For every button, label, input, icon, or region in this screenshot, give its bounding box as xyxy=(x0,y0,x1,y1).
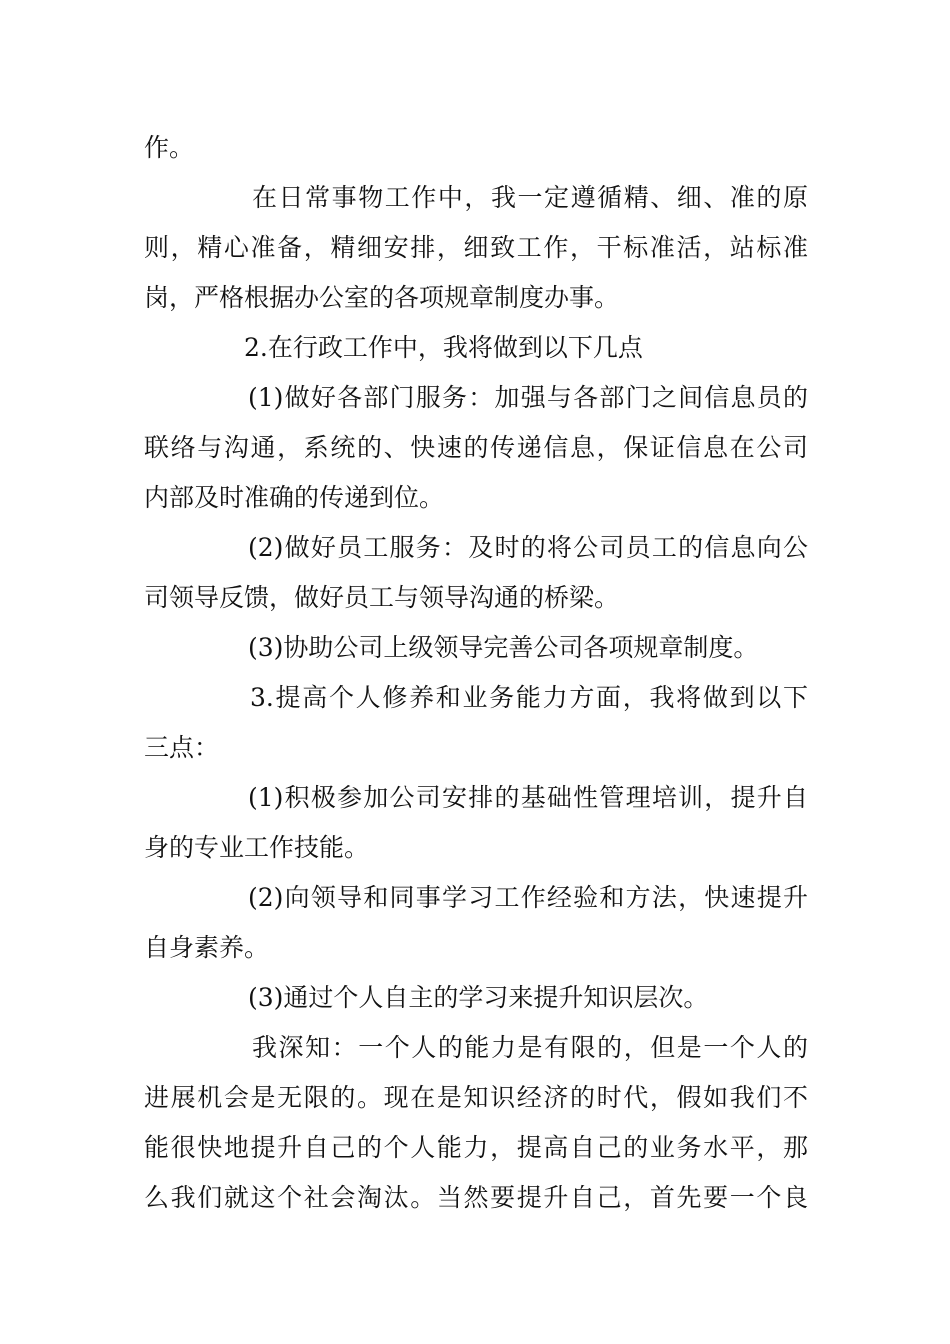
text-line: 作。 xyxy=(144,133,195,162)
text-line: (3)通过个人自主的学习来提升知识层次。 xyxy=(248,983,709,1012)
text-line: 自身素养。 xyxy=(144,933,270,962)
text-line: 身的专业工作技能。 xyxy=(144,833,370,862)
text-line: (3)协助公司上级领导完善公司各项规章制度。 xyxy=(248,633,759,662)
text-line: 三点： xyxy=(144,733,220,762)
text-line: 司领导反馈，做好员工与领导沟通的桥梁。 xyxy=(144,583,620,612)
text-line: 进展机会是无限的。现在是知识经济的时代，假如我们不 xyxy=(144,1083,808,1112)
text-line: 2.在行政工作中，我将做到以下几点 xyxy=(244,333,643,362)
text-line: (1)做好各部门服务：加强与各部门之间信息员的 xyxy=(248,383,808,412)
text-line: 联络与沟通，系统的、快速的传递信息，保证信息在公司 xyxy=(144,433,808,462)
text-line: 则，精心准备，精细安排，细致工作，干标准活，站标准 xyxy=(144,233,808,262)
text-line: 在日常事物工作中，我一定遵循精、细、准的原 xyxy=(252,183,808,212)
text-line: 么我们就这个社会淘汰。当然要提升自己，首先要一个良 xyxy=(144,1183,808,1212)
text-line: 我深知：一个人的能力是有限的，但是一个人的 xyxy=(252,1033,808,1062)
text-line: 3.提高个人修养和业务能力方面，我将做到以下 xyxy=(250,683,808,712)
text-line: 岗，严格根据办公室的各项规章制度办事。 xyxy=(144,283,620,312)
text-line: (2)做好员工服务：及时的将公司员工的信息向公 xyxy=(248,533,808,562)
text-line: 内部及时准确的传递到位。 xyxy=(144,483,445,512)
text-line: (2)向领导和同事学习工作经验和方法，快速提升 xyxy=(248,883,808,912)
text-line: 能很快地提升自己的个人能力，提高自己的业务水平，那 xyxy=(144,1133,808,1162)
text-line: (1)积极参加公司安排的基础性管理培训，提升自 xyxy=(248,783,808,812)
